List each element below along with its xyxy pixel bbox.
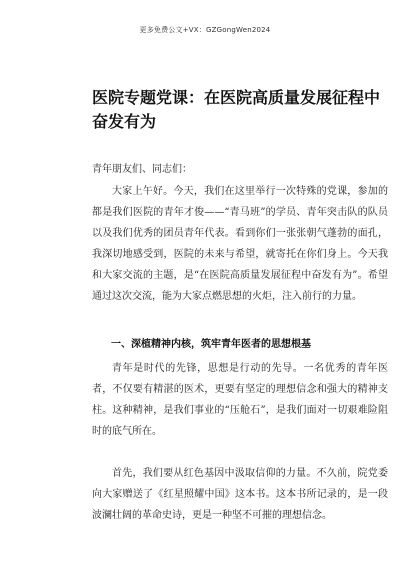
section-paragraph: 青年是时代的先锋，思想是行动的先导。一名优秀的青年医者，不仅要有精湛的医术，更要有坚定的理想信念和强大的精神支柱。这种精神，是我们事业的“压舱石”，是我们面对一切艰难险阻时的底气所在。 [92,363,388,437]
salutation: 青年朋友们、同志们： [92,164,192,175]
section-paragraph: 首先，我们要从红色基因中汲取信仰的力量。不久前，院党委向大家赠送了《红星照耀中国》这本书。这本书所记录的，是一段波澜壮阔的革命史诗，更是一种坚不可摧的理想信念。 [92,468,388,521]
document-title: 医院专题党课：在医院高质量发展征程中奋发有为 [92,88,381,131]
header-note: 更多免费公文+VX：GZGongWen2024 [139,26,271,34]
intro-paragraph: 大家上午好。今天，我们在这里举行一次特殊的党课，参加的都是我们医院的青年才俊——“青马班”的学员、青年突击队的队员以及我们优秀的团员青年代表。看到你们一张张朝气蓬勃的面孔，我深切地感受到，医院的未来与希望，就寄托在你们身上。今天我和大家交流的主题，是“在医院高质量发展征程中奋发有为”。希望通过这次交流，能为大家点燃思想的火炬，注入前行的力量。 [92,186,388,302]
section-heading: 一、深植精神内核，筑牢青年医者的思想根基 [111,339,311,350]
